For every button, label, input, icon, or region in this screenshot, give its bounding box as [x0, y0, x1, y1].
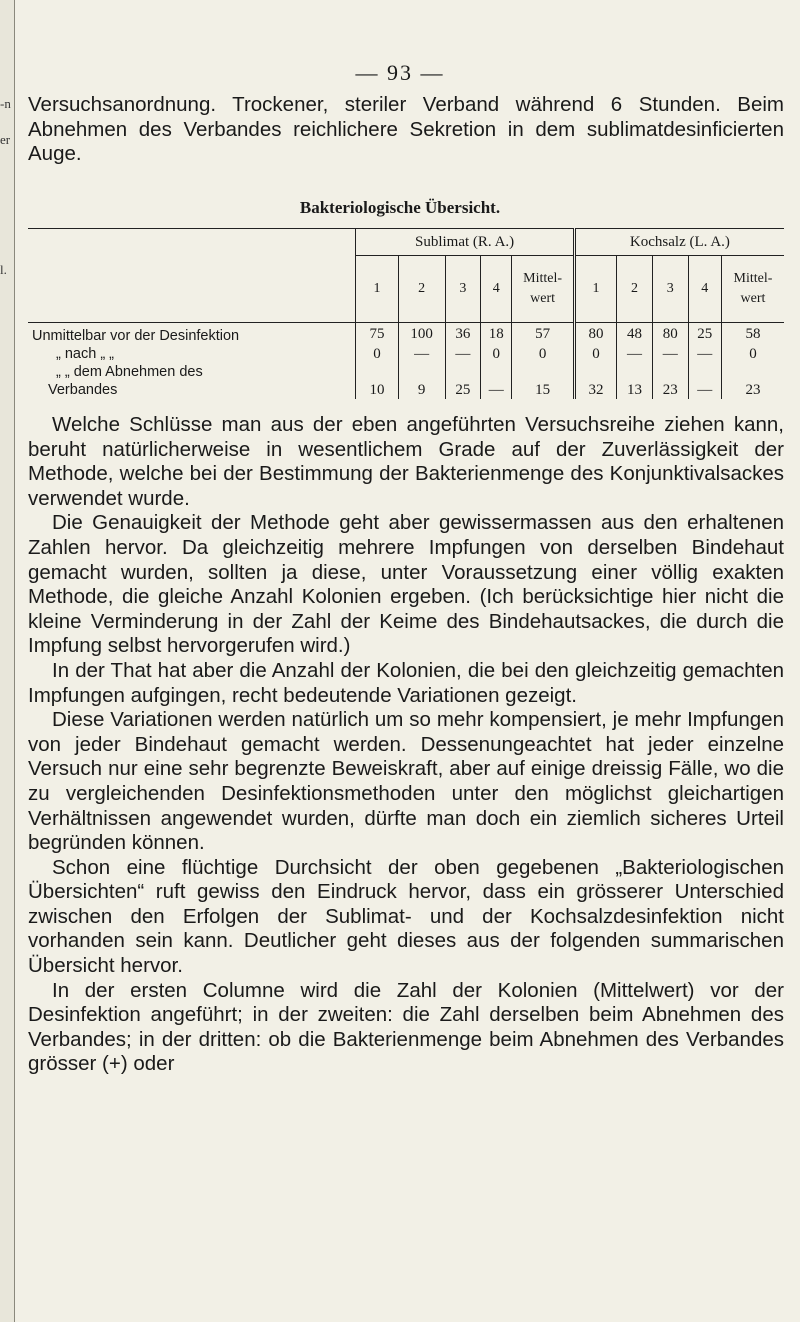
table-cell: —	[398, 345, 445, 363]
table-cell: 23	[652, 381, 688, 399]
table-cell: 75	[356, 323, 398, 346]
margin-mark: -n	[0, 96, 11, 111]
group-header-kochsalz: Kochsalz (L. A.)	[574, 229, 784, 256]
table-cell: —	[481, 381, 512, 399]
table-cell: —	[688, 381, 721, 399]
table-cell	[721, 363, 784, 381]
table-cell: 80	[652, 323, 688, 346]
table-cell	[512, 363, 574, 381]
table-cell: 0	[512, 345, 574, 363]
subheader: 2	[617, 256, 653, 323]
paragraph: Schon eine flüchtige Durchsicht der oben gegebenen „Bakteriologischen Übersichten“ ruft gewiss den Eindruck hervor, dass ein grösserer Unterschied zwischen den Erfolgen der Sublimat- und der Kochsalzdesinfektion nicht vorhanden sein kann. Deutlicher geht dieses aus der folgenden summarischen Übersicht hervor.	[28, 855, 784, 978]
group-header-sublimat: Sublimat (R. A.)	[356, 229, 575, 256]
row-label: Unmittelbar vor der Desinfektion	[32, 328, 240, 344]
table-cell: 15	[512, 381, 574, 399]
paragraph: In der That hat aber die Anzahl der Kolonien, die bei den gleichzeitig gemachten Impfungen aufgingen, recht bedeutende Variationen gezeigt.	[28, 658, 784, 707]
table-cell: 0	[721, 345, 784, 363]
margin-mark: l.	[0, 262, 7, 277]
table-cell: 0	[481, 345, 512, 363]
table-cell: 57	[512, 323, 574, 346]
table-cell: 13	[617, 381, 653, 399]
margin-mark: er	[0, 132, 11, 147]
table-cell: 58	[721, 323, 784, 346]
table-cell: —	[688, 345, 721, 363]
table-cell	[688, 363, 721, 381]
table-cell: —	[445, 345, 481, 363]
row-label: „ nach „ „	[56, 346, 115, 362]
table-corner	[28, 256, 356, 323]
intro-text: Versuchsanordnung. Trockener, steriler Verband während 6 Stunden. Beim Abnehmen des Verbandes reichlichere Sekretion in dem sublimatdesinficierten Auge.	[28, 93, 784, 166]
table-cell: 9	[398, 381, 445, 399]
subheader: 3	[652, 256, 688, 323]
subheader: 4	[481, 256, 512, 323]
subheader: 2	[398, 256, 445, 323]
table-cell: 0	[356, 345, 398, 363]
table-cell	[398, 363, 445, 381]
table-cell	[617, 363, 653, 381]
table-cell: 10	[356, 381, 398, 399]
bacteriology-table-wrap	[28, 228, 784, 399]
table-cell: 23	[721, 381, 784, 399]
table-cell	[652, 363, 688, 381]
table-cell	[356, 363, 398, 381]
paragraph: Welche Schlüsse man aus der eben angeführten Versuchsreihe ziehen kann, beruht natürlicherweise in wesentlichem Grade auf der Zuverlässigkeit der Methode, welche bei der Bestimmung der Bakterienmenge des Konjunktivalsackes verwendet wurde.	[28, 413, 784, 510]
intro-paragraph	[28, 93, 784, 167]
paragraph: Diese Variationen werden natürlich um so mehr kompensiert, je mehr Impfungen von jeder Bindehaut gemacht werden. Dessenungeachtet hat jeder einzelne Versuch nur eine sehr begrenzte Beweiskraft, aber auf einige dreissig Fälle, wo die zu vergleichenden Desinfektionsmethoden unter den möglichst gleichartigen Verhältnissen angewendet wurden, dürfte man doch ein ziemlich sicheres Urteil begründen können.	[28, 708, 784, 855]
row-label: Verbandes	[48, 382, 118, 398]
body-text	[28, 413, 784, 1077]
table-cell	[445, 363, 481, 381]
paragraph: In der ersten Columne wird die Zahl der Kolonien (Mittelwert) vor der Desinfektion angeführt; in der zweiten: die Zahl derselben beim Abnehmen des Verbandes; in der dritten: ob die Bakterienmenge beim Abnehmen des Verbandes grösser (+) oder	[28, 978, 784, 1076]
table-cell: 32	[574, 381, 616, 399]
table-cell: —	[617, 345, 653, 363]
table-cell	[481, 363, 512, 381]
table-corner	[28, 229, 356, 256]
table-cell	[574, 363, 616, 381]
table-row	[28, 345, 784, 363]
table-cell: —	[652, 345, 688, 363]
table-cell: 0	[574, 345, 616, 363]
table-cell: 80	[574, 323, 616, 346]
page-number: — 93 —	[355, 60, 445, 85]
subheader: 1	[356, 256, 398, 323]
paragraph: Die Genauigkeit der Methode geht aber gewissermassen aus den erhaltenen Zahlen hervor. Da gleichzeitig mehrere Impfungen von derselben Bindehaut gemacht wurden, sollten ja diese, unter Voraussetzung einer völlig exakten Methode, die gleiche Anzahl Kolonien ergeben. (Ich berücksichtige hier nicht die kleine Verminderung in der Zahl der Keime des Bindehautsackes, die durch die Impfung selbst hervorgerufen wird.)	[28, 511, 784, 658]
subheader: Mittel- wert	[512, 256, 574, 323]
subheader: Mittel- wert	[721, 256, 784, 323]
bacteriology-table	[28, 228, 784, 399]
table-cell: 36	[445, 323, 481, 346]
table-cell: 25	[445, 381, 481, 399]
subheader: 4	[688, 256, 721, 323]
table-row	[28, 363, 784, 381]
table-cell: 25	[688, 323, 721, 346]
table-cell: 18	[481, 323, 512, 346]
row-label: „ „ dem Abnehmen des	[56, 364, 203, 380]
table-title: Bakteriologische Übersicht.	[299, 198, 501, 217]
table-row	[28, 381, 784, 399]
table-cell: 48	[617, 323, 653, 346]
table-cell: 100	[398, 323, 445, 346]
table-row	[28, 323, 784, 346]
subheader: 1	[574, 256, 616, 323]
subheader: 3	[445, 256, 481, 323]
